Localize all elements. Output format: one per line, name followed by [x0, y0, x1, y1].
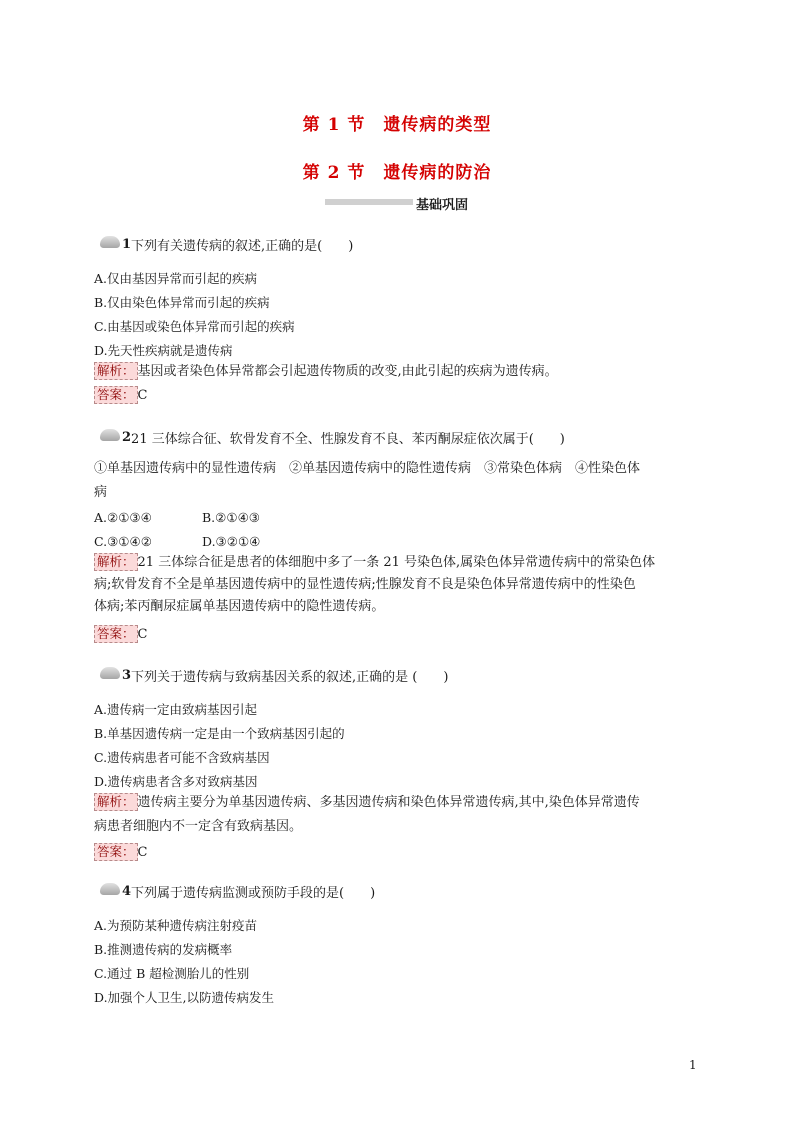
option-c: C.③①④② — [94, 534, 152, 549]
section-title: 遗传病的防治 — [383, 163, 492, 183]
question-bullet-icon — [100, 429, 120, 441]
question-1 — [94, 235, 704, 410]
question-number: 1 — [122, 236, 132, 252]
page-title-line-2 — [0, 158, 794, 183]
answer-value: C — [137, 627, 148, 642]
section-number: 第 2 节 — [302, 163, 366, 183]
question-number: 4 — [122, 883, 132, 899]
section-title: 遗传病的类型 — [383, 115, 492, 135]
answer-label: 答案： — [94, 625, 138, 643]
question-text: 下列属于遗传病监测或预防手段的是( ) — [131, 885, 376, 901]
analysis-text: 遗传病主要分为单基因遗传病、多基因遗传病和染色体异常遗传病,其中,染色体异常遗传 — [137, 795, 640, 810]
option-c: C.遗传病患者可能不含致病基因 — [94, 750, 270, 765]
analysis-text-line: 病患者细胞内不一定含有致病基因。 — [94, 819, 303, 834]
question-items: ①单基因遗传病中的显性遗传病 ②单基因遗传病中的隐性遗传病 ③常染色体病 ④性染色体 — [94, 461, 641, 476]
question-number: 3 — [122, 667, 132, 683]
analysis-text: 21 三体综合征是患者的体细胞中多了一条 21 号染色体,属染色体异常遗传病中的常染色体 — [137, 555, 656, 570]
analysis-text-line: 病;软骨发育不全是单基因遗传病中的显性遗传病;性腺发育不良是染色体异常遗传病中的性染色 — [94, 577, 636, 592]
answer-value: C — [137, 388, 148, 403]
option-d: D.③②①④ — [202, 534, 261, 549]
question-2 — [94, 428, 704, 648]
question-stem — [94, 235, 704, 253]
option-a: A.②①③④ — [94, 510, 152, 525]
question-4 — [94, 882, 704, 1012]
option-d: D.遗传病患者含多对致病基因 — [94, 774, 258, 789]
option-c: C.由基因或染色体异常而引起的疾病 — [94, 319, 295, 334]
analysis-text: 基因或者染色体异常都会引起遗传物质的改变,由此引起的疾病为遗传病。 — [137, 364, 558, 379]
answer-label: 答案： — [94, 843, 138, 861]
option-b: B.仅由染色体异常而引起的疾病 — [94, 295, 270, 310]
question-text: 21 三体综合征、软骨发育不全、性腺发育不良、苯丙酮尿症依次属于( ) — [131, 431, 565, 447]
question-bullet-icon — [100, 883, 120, 895]
option-c: C.通过 B 超检测胎儿的性别 — [94, 966, 250, 981]
answer — [94, 842, 704, 864]
option-a: A.遗传病一定由致病基因引起 — [94, 702, 258, 717]
question-stem — [94, 666, 704, 684]
question-stem — [94, 428, 704, 446]
question-stem — [94, 882, 704, 900]
option-a: A.为预防某种遗传病注射疫苗 — [94, 918, 258, 933]
answer-label: 答案： — [94, 386, 138, 404]
analysis-label: 解析： — [94, 553, 138, 571]
question-text: 下列有关遗传病的叙述,正确的是( ) — [131, 238, 354, 254]
section-number: 第 1 节 — [302, 115, 366, 135]
option-b: B.单基因遗传病一定是由一个致病基因引起的 — [94, 726, 345, 741]
question-3 — [94, 666, 704, 866]
option-a: A.仅由基因异常而引起的疾病 — [94, 271, 258, 286]
analysis — [94, 361, 704, 383]
page-number: 1 — [689, 1058, 697, 1072]
section-label: 基础巩固 — [416, 198, 469, 213]
option-b: B.推测遗传病的发病概率 — [94, 942, 233, 957]
option-b: B.②①④③ — [202, 510, 260, 525]
option-d: D.加强个人卫生,以防遗传病发生 — [94, 990, 275, 1005]
analysis — [94, 792, 704, 814]
answer — [94, 385, 704, 407]
page-title-line-1 — [0, 110, 794, 135]
answer — [94, 624, 704, 646]
question-bullet-icon — [100, 236, 120, 248]
answer-value: C — [137, 845, 148, 860]
analysis-label: 解析： — [94, 793, 138, 811]
analysis-label: 解析： — [94, 362, 138, 380]
question-number: 2 — [122, 429, 132, 445]
analysis-text-line: 体病;苯丙酮尿症属单基因遗传病中的隐性遗传病。 — [94, 599, 385, 614]
option-d: D.先天性疾病就是遗传病 — [94, 343, 233, 358]
question-bullet-icon — [100, 667, 120, 679]
section-divider-bar — [325, 199, 413, 205]
question-text: 下列关于遗传病与致病基因关系的叙述,正确的是 ( ) — [131, 669, 449, 685]
analysis — [94, 552, 704, 574]
question-items-continued: 病 — [94, 485, 108, 500]
